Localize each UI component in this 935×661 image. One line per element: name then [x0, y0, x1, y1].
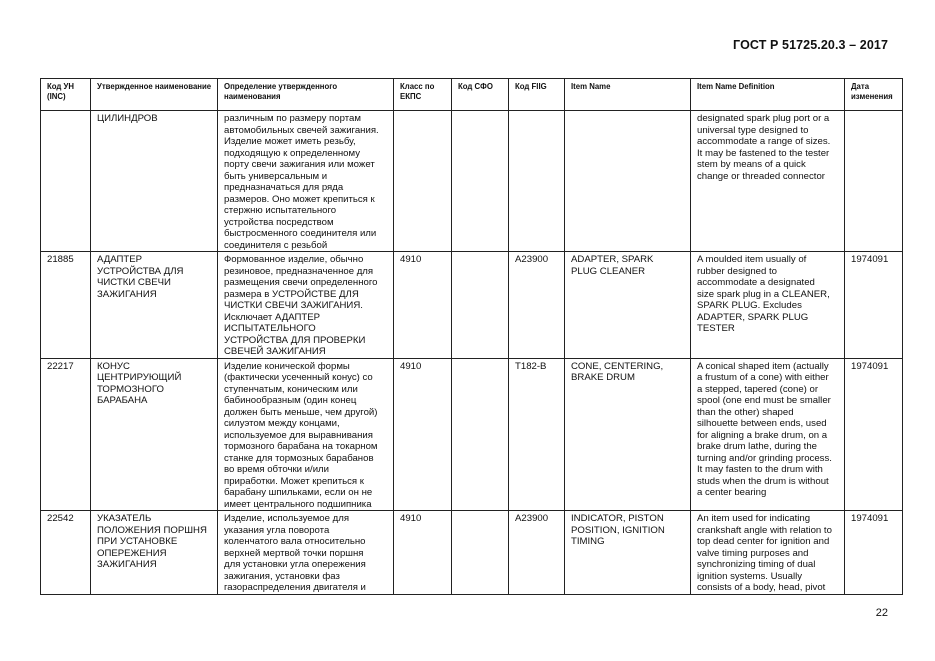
header-ekps-class: Класс по ЕКПС — [394, 79, 452, 111]
cell-approved-name: УКАЗАТЕЛЬ ПОЛОЖЕНИЯ ПОРШНЯ ПРИ УСТАНОВКЕ ОПЕРЕЖЕНИЯ ЗАЖИГАНИЯ — [91, 511, 218, 595]
cell-item-definition: A moulded item usually of rubber designed to accommodate a designated size spark plug in a CLEANER, SPARK PLUG. Excludes ADAPTER, SPARK PLUG TESTER — [691, 252, 845, 359]
cell-definition-ru: Изделие, используемое для указания угла поворота коленчатого вала относительно верхней мертвой точки поршня для установки угла опережения зажигания, установки фаз газораспределения двигателя и — [218, 511, 394, 595]
cell-approved-name: ЦИЛИНДРОВ — [91, 111, 218, 252]
cell-change-date: 1974091 — [845, 511, 903, 595]
table-row — [41, 252, 903, 359]
cell-inc: 21885 — [41, 252, 91, 359]
cell-definition-ru: Формованное изделие, обычно резиновое, предназначенное для размещения свечи определенного размера в УСТРОЙСТВЕ ДЛЯ ЧИСТКИ СВЕЧИ ЗАЖИГАНИЯ. Исключает АДАПТЕР ИСПЫТАТЕЛЬНОГО УСТРОЙСТВА ДЛЯ ПРОВЕРКИ СВЕЧЕЙ ЗАЖИГАНИЯ — [218, 252, 394, 359]
cell-sfo-code — [452, 252, 509, 359]
cell-definition-ru: различным по размеру портам автомобильных свечей зажигания. Изделие может иметь резьбу, подходящую к определенному порту свечи зажигания или может быть универсальным и предназначаться для ряда размеров. Оно может крепиться к стержню испытательного устройства посредством быстросменного соединителя или соединителя с резьбой — [218, 111, 394, 252]
header-item-name: Item Name — [565, 79, 691, 111]
codification-table — [40, 78, 903, 595]
cell-change-date — [845, 111, 903, 252]
cell-fiig-code: A23900 — [509, 252, 565, 359]
cell-sfo-code — [452, 111, 509, 252]
page-number: 22 — [875, 607, 888, 619]
table-row — [41, 511, 903, 595]
cell-definition-ru: Изделие конической формы (фактически усеченный конус) со ступенчатым, коническим или бабинообразным (один конец должен быть меньше, чем другой) силуэтом между концами, используемое для выравнивания тормозного барабана на токарном станке для тормозных барабанов во время обточки и/или приработки. Может крепиться к барабану шпильками, если он не имеет центрального подшипника — [218, 358, 394, 511]
cell-change-date: 1974091 — [845, 252, 903, 359]
cell-item-name: ADAPTER, SPARK PLUG CLEANER — [565, 252, 691, 359]
cell-fiig-code: T182-B — [509, 358, 565, 511]
cell-item-name: CONE, CENTERING, BRAKE DRUM — [565, 358, 691, 511]
cell-sfo-code — [452, 511, 509, 595]
cell-inc — [41, 111, 91, 252]
cell-ekps-class: 4910 — [394, 358, 452, 511]
table-row — [41, 111, 903, 252]
header-approved-name: Утвержденное наименование — [91, 79, 218, 111]
header-inc: Код УН (INC) — [41, 79, 91, 111]
cell-inc: 22542 — [41, 511, 91, 595]
header-fiig-code: Код FIIG — [509, 79, 565, 111]
header-item-name-definition: Item Name Definition — [691, 79, 845, 111]
cell-sfo-code — [452, 358, 509, 511]
cell-approved-name: КОНУС ЦЕНТРИРУЮЩИЙ ТОРМОЗНОГО БАРАБАНА — [91, 358, 218, 511]
header-sfo-code: Код СФО — [452, 79, 509, 111]
cell-ekps-class: 4910 — [394, 511, 452, 595]
cell-inc: 22217 — [41, 358, 91, 511]
table-header-row — [41, 79, 903, 111]
cell-approved-name: АДАПТЕР УСТРОЙСТВА ДЛЯ ЧИСТКИ СВЕЧИ ЗАЖИГАНИЯ — [91, 252, 218, 359]
table-row — [41, 358, 903, 511]
cell-item-name — [565, 111, 691, 252]
cell-ekps-class — [394, 111, 452, 252]
cell-item-definition: designated spark plug port or a universal type designed to accommodate a range of sizes. It may be fastened to the tester stem by means of a quick change or threaded connector — [691, 111, 845, 252]
header-approved-name-definition: Определение утвержденного наименования — [218, 79, 394, 111]
header-change-date: Дата изменения — [845, 79, 903, 111]
cell-item-definition: A conical shaped item (actually a frustum of a cone) with either a stepped, tapered (cone) or spool (one end must be smaller than the other) shaped silhouette between ends, used for aligning a brake drum, on a brake drum lathe, during the turning and/or grinding process. It may fasten to the drum with studs when the drum is without a center bearing — [691, 358, 845, 511]
cell-item-name: INDICATOR, PISTON POSITION, IGNITION TIMING — [565, 511, 691, 595]
document-standard-number: ГОСТ Р 51725.20.3 – 2017 — [733, 38, 888, 52]
cell-change-date: 1974091 — [845, 358, 903, 511]
cell-fiig-code — [509, 111, 565, 252]
cell-item-definition: An item used for indicating crankshaft angle with relation to top dead center for ignition and valve timing purposes and synchronizing timing of dual ignition systems. Usually consists of a body, head, pivot — [691, 511, 845, 595]
cell-ekps-class: 4910 — [394, 252, 452, 359]
cell-fiig-code: A23900 — [509, 511, 565, 595]
